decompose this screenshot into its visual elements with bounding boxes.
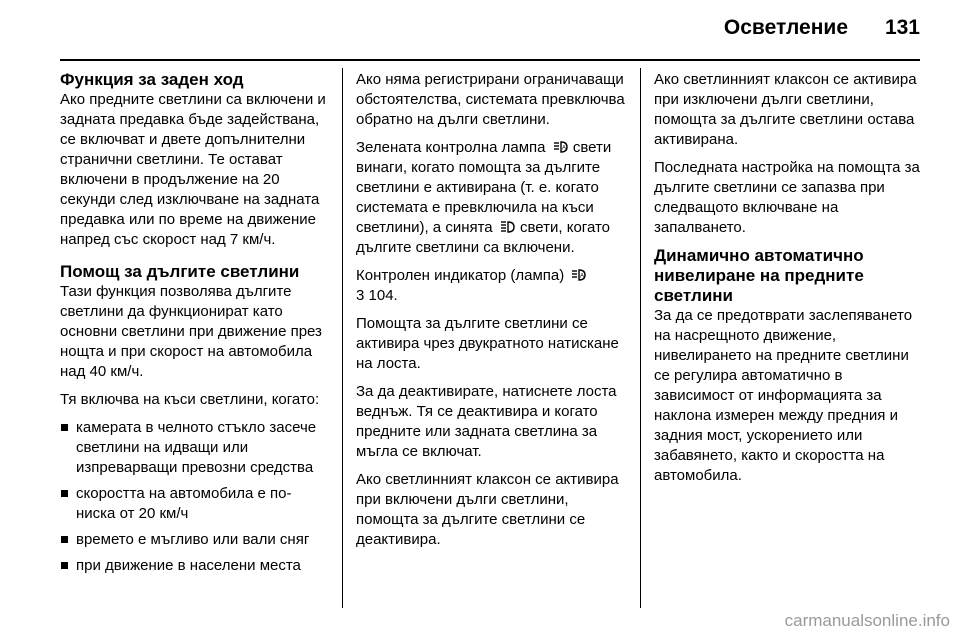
section-lead-high-beam: Тя включва на къси светлини, когато: [60, 391, 320, 408]
svg-text:A: A [561, 145, 566, 152]
header-divider [60, 59, 920, 61]
list-item: скоростта на автомобила е по-ниска от 20 км/ч [60, 484, 330, 524]
section-body-high-beam: Тази функция позволява дългите светлини да функционират като основни светлини при движение през нощта и при скорост на автомобила над 40 км/ч. [60, 283, 322, 380]
column-2 [356, 70, 628, 610]
list-item: при движение в населени места [60, 556, 330, 576]
paragraph: За да деактивирате, натиснете лоста веднъж. Тя се деактивира и когато предните или задната светлина за мъгла се включат. [356, 383, 617, 460]
bullet-icon [61, 490, 68, 497]
section-body-auto-leveling: За да се предотврати заслепяването на насрещното движение, нивелирането на предните светлини се регулира автоматично в зависимост от информацията за наклона измерен между предния и задния мост, ускорението или забавянето, както и скоростта на автомобила. [654, 307, 913, 484]
bullet-icon [61, 536, 68, 543]
svg-text:A: A [580, 273, 585, 280]
list-item: камерата в челното стъкло засече светлини на идващи или изпреварващи превозни средства [60, 418, 330, 478]
section-high-beam-assist [60, 262, 330, 576]
bullet-icon [61, 562, 68, 569]
section-heading-auto-leveling: Динамично автоматично нивелиране на предните светлини [654, 246, 864, 305]
section-heading-high-beam: Помощ за дългите светлини [60, 262, 300, 281]
conditions-list [60, 418, 330, 576]
bullet-icon [61, 424, 68, 431]
section-auto-leveling [654, 246, 924, 486]
section-reverse-function [60, 70, 330, 250]
paragraph: Последната настройка на помощта за дългите светлини се запазва при следващото включване на запалването. [654, 159, 920, 236]
indicator-lamp-icon [571, 268, 587, 282]
watermark: carmanualsonline.info [784, 611, 950, 630]
paragraph: Ако светлинният клаксон се активира при изключени дълги светлини, помощта за дългите светлини остава активирана. [654, 71, 917, 148]
paragraph-indicator: Контролен индикатор (лампа) A 3 104. [356, 266, 628, 306]
column-3 [654, 70, 924, 610]
list-item: времето е мъгливо или вали сняг [60, 530, 330, 550]
paragraph-lamps: Зелената контролна лампа A свети винаги, когато помощта за дългите светлини е активирана (т. е. когато системата е превключила на къси светлини), а синята свети, когато дългите светлини са включени. [356, 139, 612, 256]
column-divider-1 [342, 68, 343, 608]
section-body-reverse: Ако предните светлини са включени и задната предавка бъде задействана, се включват и двете допълнителни странични светлини. Те остават включени в продължение на 20 секунди след изключване на задната предавка или по време на движение напред със скорост над 7 км/ч. [60, 91, 326, 248]
paragraph: Ако няма регистрирани ограничаващи обстоятелства, системата превключва обратно на дълги светлини. [356, 71, 625, 128]
high-beam-lamp-icon [500, 220, 516, 234]
paragraph: Помощта за дългите светлини се активира чрез двукратното натискане на лоста. [356, 315, 619, 372]
page-title: Осветление [723, 16, 848, 39]
column-divider-2 [640, 68, 641, 608]
high-beam-assist-lamp-icon [553, 140, 569, 154]
page-number: 131 [884, 16, 920, 39]
paragraph: Ако светлинният клаксон се активира при включени дълги светлини, помощта за дългите светлини се деактивира. [356, 471, 619, 548]
column-1 [60, 70, 330, 610]
section-heading-reverse: Функция за заден ход [60, 70, 244, 89]
page-reference: 3 104. [356, 287, 398, 304]
